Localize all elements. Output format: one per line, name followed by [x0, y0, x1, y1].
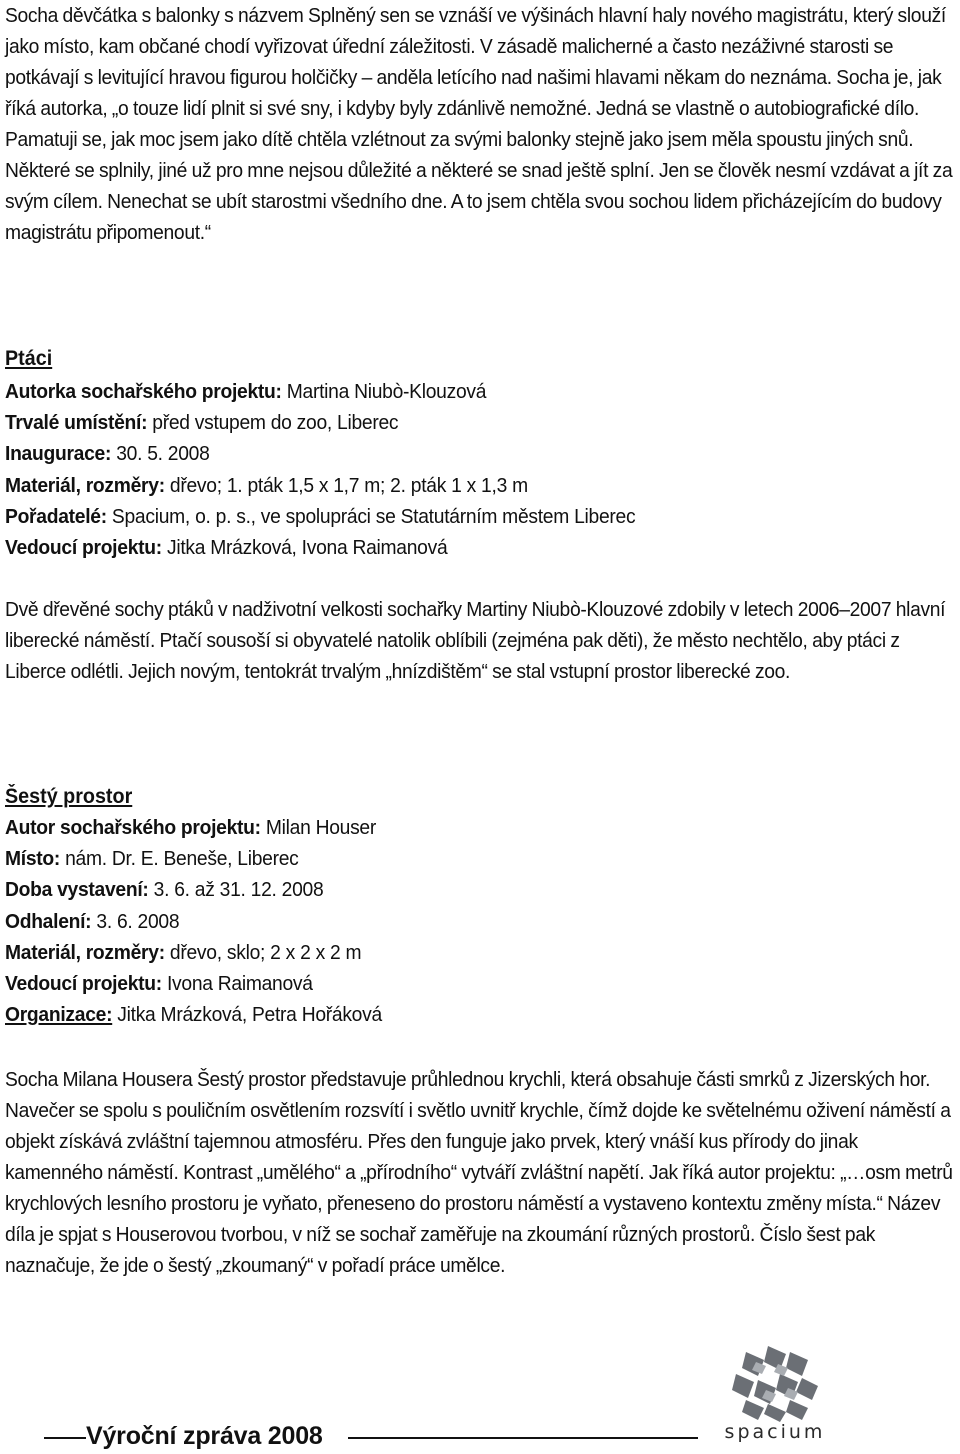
meta-value: 30. 5. 2008	[111, 442, 210, 466]
meta-item	[5, 470, 635, 501]
meta-value: před vstupem do zoo, Liberec	[147, 411, 399, 435]
meta-item	[5, 874, 382, 905]
ptaci-meta-list	[5, 376, 635, 563]
sesty-prostor-description: Socha Milana Housera Šestý prostor představuje průhlednou krychli, která obsahuje části smrků z Jizerských hor. Navečer se spolu s pouličním osvětlením rozsvítí i světlo uvnitř krychle, čímž dojde ke světelnému oživení náměstí a objekt získává zvláštní tajemnou atmosféru. Přes den funguje jako prvek, který vnáší kus přírody do jinak kamenného náměstí. Kontrast „umělého“ a „přírodního“ vytváří zvláštní napětí. Jak říká autor projektu: „…osm metrů krychlových lesního prostoru je vyňato, přeneseno do prostoru náměstí a vystaveno kontextu změny místa.“ Název díla je spjat s Houserovou tvorbou, v níž se sochař zaměřuje na zkoumání různých prostorů. Číslo šest pak naznačuje, že jde o šestý „zkoumaný“ v pořadí práce umělce.	[5, 1068, 953, 1277]
meta-label: Vedoucí projektu:	[5, 536, 162, 560]
section-title-sesty-prostor: Šestý prostor	[5, 785, 133, 808]
footer-title: Výroční zpráva 2008	[86, 1422, 323, 1450]
meta-value: 3. 6. 2008	[91, 909, 180, 933]
meta-value: Ivona Raimanová	[161, 972, 313, 996]
meta-value: Jitka Mrázková, Petra Hořáková	[112, 1003, 382, 1027]
meta-label: Trvalé umístění:	[5, 411, 148, 435]
meta-label: Doba vystavení:	[5, 878, 149, 902]
intro-paragraph: Socha děvčátka s balonky s názvem Splněný sen se vznáší ve výšinách hlavní haly nového magistrátu, který slouží jako místo, kam občané chodí vyřizovat úřední záležitosti. V zásadě malicherné a často nezáživné starosti se potkávají s levitující hravou figurou holčičky – anděla letícího nad našimi hlavami někam do neznáma. Socha je, jak říká autorka, „o touze lidí plnit si své sny, i kdyby byly zdánlivě nemožné. Jedná se vlastně o autobiografické dílo. Pamatuji se, jak moc jsem jako dítě chtěla vzlétnout za svými balonky stejně jako jsem měla spoustu jiných snů. Některé se splnily, jiné už pro mne nejsou důležité a některé se snad ještě splní. Jen se člověk nesmí vzdávat a jít za svým cílem. Nenechat se ubít starostmi všedního dne. A to jsem chtěla svou sochou lidem přicházejícím do budovy magistrátu připomenout.“	[5, 4, 953, 244]
section-title-ptaci: Ptáci	[5, 347, 53, 370]
meta-value: Spacium, o. p. s., ve spolupráci se Statutárním městem Liberec	[106, 504, 636, 528]
meta-label: Odhalení:	[5, 909, 92, 933]
meta-value: nám. Dr. E. Beneše, Liberec	[60, 847, 299, 871]
meta-value: Martina Niubò-Klouzová	[281, 380, 487, 403]
meta-item	[5, 999, 382, 1030]
meta-label: Autorka sochařského projektu:	[5, 380, 282, 403]
meta-label: Inaugurace:	[5, 442, 112, 466]
meta-item	[5, 937, 382, 968]
meta-item	[5, 501, 635, 532]
meta-item	[5, 812, 382, 843]
meta-label: Materiál, rozměry:	[5, 940, 165, 964]
meta-value: dřevo; 1. pták 1,5 x 1,7 m; 2. pták 1 x 1,3 m	[164, 473, 528, 497]
meta-value: Milan Houser	[260, 816, 377, 839]
meta-label: Místo:	[5, 847, 61, 871]
meta-item	[5, 407, 635, 438]
ptaci-description: Dvě dřevěné sochy ptáků v nadživotní velkosti sochařky Martiny Niubò-Klouzové zdobily v letech 2006–2007 hlavní liberecké náměstí. Ptačí sousoší si obyvatelé natolik oblíbili (zejména pak děti), že město nechtělo, aby ptáci z Liberce odlétli. Jejich novým, tentokrát trvalým „hnízdištěm“ se stal vstupní prostor liberecké zoo.	[5, 598, 946, 683]
meta-label: Autor sochařského projektu:	[5, 816, 261, 839]
meta-label: Materiál, rozměry:	[5, 473, 165, 497]
meta-item	[5, 532, 635, 563]
footer-rule-right	[348, 1437, 698, 1439]
meta-item	[5, 968, 382, 999]
spacium-logo-text: spacium	[724, 1421, 826, 1443]
meta-value: 3. 6. až 31. 12. 2008	[148, 878, 324, 902]
meta-label: Pořadatelé:	[5, 504, 107, 528]
meta-value: Jitka Mrázková, Ivona Raimanová	[161, 536, 448, 560]
meta-label: Vedoucí projektu:	[5, 972, 162, 996]
sesty-prostor-meta-list	[5, 812, 382, 1030]
meta-value: dřevo, sklo; 2 x 2 x 2 m	[164, 940, 362, 964]
meta-label: Organizace:	[5, 1003, 113, 1027]
meta-item	[5, 906, 382, 937]
meta-item	[5, 438, 635, 469]
footer-rule-left	[44, 1437, 86, 1439]
meta-item	[5, 843, 382, 874]
meta-item	[5, 376, 635, 407]
